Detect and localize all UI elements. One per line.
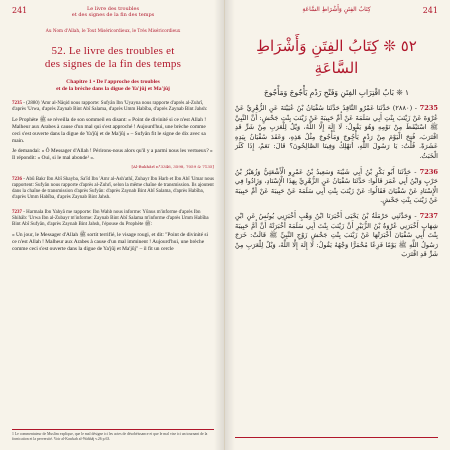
hadith-7235-text-b: Je demandai: « Ô Messager d'Allah ! Périrons-nous alors qu'il y a parmi nous les vertueux? » Il répondit: « Oui, si le mal abonde¹ ». [12, 147, 213, 161]
arabic-hadith-7237: 7237 - وَحَدَّثَنِي حَرْمَلَةُ بْنُ يَحْيَى أَخْبَرَنَا ابْنُ وَهْبٍ أَخْبَرَنِي يُونُسُ عَنِ ابْنِ شِهَابٍ أَخْبَرَنِي عُرْوَةُ بْنُ الزُّبَيْرِ أَنَّ زَيْنَبَ بِنْتَ أَبِي سَلَمَةَ أَخْبَرَتْهُ أَنَّ أُمَّ حَبِيبَةَ بِنْتَ أَبِي سُفْيَانَ أَخْبَرَتْهَا عَنْ زَيْنَبَ بِنْتِ جَحْشٍ زَوْجِ النَّبِيِّ ﷺ قَالَتْ: خَرَجَ رَسُولُ اللَّهِ ﷺ يَوْمًا فَزِعًا مُحْمَرًّا وَجْهُهُ يَقُولُ: لَا إِلَهَ إِلَّا اللَّهُ، وَيْلٌ لِلْعَرَبِ مِنْ شَرٍّ قَدِ اقْتَرَبَ [235, 211, 439, 259]
left-running-head: Le livre des troubles et des signes de la fin des temps [71, 6, 155, 18]
left-page-number: 241 [12, 6, 28, 15]
section-title: Chapitre 1 • De l'approche des troubles et de la brèche dans la digue de Ya'jûj et Ma'jûj [56, 79, 170, 92]
hadith-7235-reference: [Al-Bukhârî n°3346, 3598, 7059 & 7135] [131, 163, 214, 169]
arabic-footnote-rule [235, 437, 438, 438]
gutter-shadow [214, 0, 224, 450]
arabic-chapter-title: ٥٢ ❊ كِتَابُ الفِتَنِ وَأَشْرَاطِ السَّاعَةِ [256, 37, 417, 77]
arabic-hadith-7236: 7236 - حَدَّثَنَا أَبُو بَكْرِ بْنُ أَبِي شَيْبَةَ وَسَعِيدُ بْنُ عَمْرٍو الْأَشْعَثِيُّ وَزُهَيْرُ بْنُ حَرْبٍ وَابْنُ أَبِي عُمَرَ قَالُوا: حَدَّثَنَا سُفْيَانُ عَنِ الزُّهْرِيِّ بِهَذَا الْإِسْنَادِ، وَزَادُوا فِي الْإِسْنَادِ عَنْ سُفْيَانَ فَقَالُوا: عَنْ زَيْنَبَ بِنْتِ أَبِي سَلَمَةَ عَنْ حَبِيبَةَ عَنْ أُمِّ حَبِيبَةَ عَنْ زَيْنَبَ بِنْتِ جَحْشٍ. [235, 167, 438, 205]
right-running-head: كِتَابُ الفِتَنِ وَأَشْرَاطِ السَّاعَةِ [302, 6, 371, 13]
footnote: 1 Le commentateur de Muslim explique, que le mal désigne ici les actes de désobéissance et que le mal vise ici un tournant de la fornication et la perversité. Voir al-Kawkab al-Wahhâj v.26 p.63. [12, 429, 214, 442]
right-page [225, 0, 450, 450]
chapter-title: 52. Le livre des troubles et des signes de la fin des temps [44, 45, 182, 70]
hadith-7236-isnad: 7236 - Abû Bakr Ibn Abî Shayba, Sa'îd Ibn 'Amr al-Ash'athî, Zuhayr Ibn Harb et Ibn Abî 'Umar nous rapportent: Sufyân nous rapporte d'après al-Zuhrî, selon la même chaîne de transmission. Ils ajoutent dans la chaîne de transmission d'après Sufyân: d'après Zaynab Bint Abî Salama, d'après Habîba, d'après Umm Habîba, d'après Zaynab Bint Jahsh. [12, 176, 214, 201]
arabic-section-title: ١ ❊ بَابُ اقْتِرَابِ الفِتَنِ وَفَتْحِ رَدْمِ يَأْجُوجَ وَمَأْجُوجَ [263, 88, 410, 97]
right-page-number: 241 [422, 6, 438, 15]
arabic-hadith-7235: 7235 - (٢٨٨٠) حَدَّثَنَا عَمْرٌو النَّاقِدُ حَدَّثَنَا سُفْيَانُ بْنُ عُيَيْنَةَ عَنِ الزُّهْرِيِّ عَنْ عُرْوَةَ عَنْ زَيْنَبَ بِنْتِ أَبِي سَلَمَةَ عَنْ أُمِّ حَبِيبَةَ عَنْ زَيْنَبَ بِنْتِ جَحْشٍ: أَنَّ النَّبِيَّ ﷺ اسْتَيْقَظَ مِنْ نَوْمِهِ وَهُوَ يَقُولُ: لَا إِلَهَ إِلَّا اللَّهُ، وَيْلٌ لِلْعَرَبِ مِنْ شَرٍّ قَدِ اقْتَرَبَ، فُتِحَ الْيَوْمَ مِنْ رَدْمِ يَأْجُوجَ وَمَأْجُوجَ مِثْلُ هَذِهِ، وَعَقَدَ سُفْيَانُ بِيَدِهِ عَشَرَةً. قُلْتُ: يَا رَسُولَ اللَّهِ، أَنَهْلِكُ وَفِينَا الصَّالِحُونَ؟ قَالَ: نَعَمْ، إِذَا كَثُرَ الْخَبَثُ. [235, 104, 439, 160]
hadith-7237-text: « Un jour, le Messager d'Allah ﷺ sortit terrifié, le visage rougi, et dit: "Point de divinité si ce n'est Allah ! Malheur aux Arabes à cause d'un mal imminent ! Aujourd'hui, une brèche comme ceci s'est ouverte dans la digue de Ya'jûj et Ma'jûj" – il fit un cercle [12, 231, 209, 252]
hadith-7235-text-a: Le Prophète ﷺ se réveilla de son sommeil en disant: « Point de divinité si ce n'est Allah ! Malheur aux Arabes à cause d'un mal qui s'est approché ! Aujourd'hui, une brèche comme ceci s'est ouverte dans la digue de Ya'jûj et de Ma'jûj » – Sufyân fit le signe de dix avec sa main. [12, 116, 207, 144]
hadith-7235-isnad: 7235 - (2880) 'Amr al-Nâqid nous rapporte: Sufyân Ibn 'Uyayna nous rapporte d'après al-Zuhrî, d'après 'Urwa, d'après Zaynab Bint Abî Salama, d'après Umm Habîba, d'après Zaynab Bint Jahsh: [12, 101, 208, 113]
hadith-7237-isnad: 7237 - Harmala Ibn Yahyâ me rapporte: Ibn Wahb nous informe: Yûnus m'informe d'après Ibn Shihâb: 'Urwa Ibn al-Zubayr m'informe: Zaynab Bint Abî Salama m'informe d'après Umm Habîba Bint Abî Sufyân, d'après Zaynab Bint Jahsh, l'épouse du Prophète ﷺ: [12, 209, 209, 228]
gutter-shadow [225, 0, 235, 450]
basmala-translation: Au Nom d'Allah, le Tout Miséricordieux, le Très Miséricordieux [45, 28, 181, 33]
